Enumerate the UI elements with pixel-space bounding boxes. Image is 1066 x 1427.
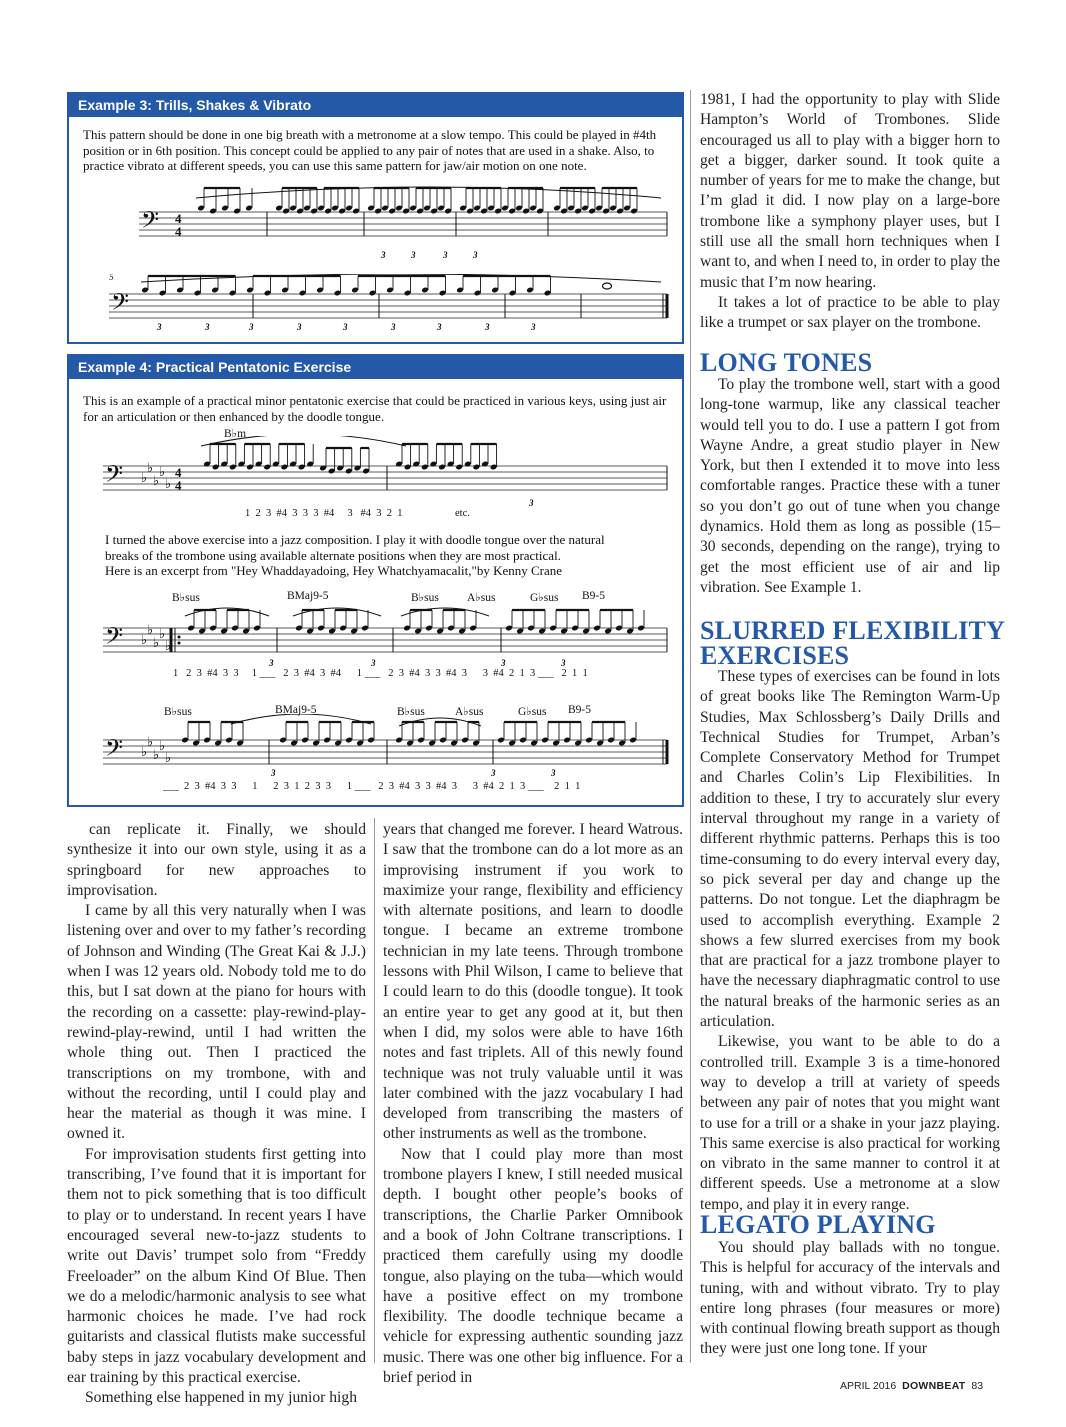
fingering-row-3: ___ 2 3 #4 3 3 1 2 3 1 2 3 3 1 ___ 2 3 #4 3 3 #4 3 3 #4 2 1 3 ___ 2 1 1 (163, 781, 581, 792)
fingering-row-2: 1 2 3 #4 3 3 1 ___ 2 3 #4 3 #4 1 ___ 2 3 #4 3 3 #4 3 3 #4 2 1 3 ___ 2 1 1 (173, 668, 588, 679)
chord-symbol: B♭sus (397, 706, 425, 718)
triplet-mark: 3 (381, 250, 386, 260)
long-tones-section (700, 375, 1000, 598)
flat-icon: ♭ (141, 471, 148, 486)
article-column-2 (383, 820, 683, 1388)
column-rule (690, 90, 691, 1363)
time-signature-top: 4 (175, 465, 182, 480)
flat-icon: ♭ (147, 735, 154, 750)
column-rule (374, 818, 375, 1363)
chord-symbol: A♭sus (455, 706, 484, 718)
triplet-mark: 3 (443, 250, 448, 260)
bass-clef-icon: 𝄢 (141, 206, 160, 239)
flat-icon: ♭ (153, 474, 160, 489)
flat-icon: ♭ (153, 748, 160, 763)
fingering-row-1: 1 2 3 #4 3 3 3 #4 3 #4 3 2 1 (245, 508, 403, 519)
chord-symbol: B9-5 (582, 590, 605, 602)
flat-icon: ♭ (147, 461, 154, 476)
triplet-mark: 3 (297, 322, 302, 332)
flat-icon: ♭ (165, 751, 172, 766)
triplet-mark: 3 (249, 322, 254, 332)
triplet-mark: 3 (371, 658, 376, 668)
triplet-mark: 3 (391, 322, 396, 332)
page-footer (840, 1380, 983, 1392)
triplet-mark: 3 (437, 322, 442, 332)
triplet-mark: 3 (491, 768, 496, 778)
triplet-mark: 3 (269, 658, 274, 668)
flat-icon: ♭ (165, 477, 172, 492)
chord-symbol: BMaj9-5 (287, 590, 329, 602)
example-3-description: This pattern should be done in one big breath with a metronome at a slow tempo. This could be played in #4th position or in 6th position. This concept could be applied to any pair of notes that are used in a shake. Also, to practice vibrato at different speeds, you can use this same pattern for jaw/air motion on one note. (83, 127, 657, 173)
repeat-dot (178, 642, 181, 645)
flat-icon: ♭ (141, 633, 148, 648)
article-column-3 (700, 90, 1000, 334)
chord-symbol: G♭sus (518, 706, 547, 718)
example-4-staff-2 (81, 602, 671, 668)
paragraph: 1981, I had the opportunity to play with Slide Hampton’s World of Trombones. Slide encouraged us all to play with a bigger horn to get a bigger, darker sound. It took quite a number of years for me to make the change, but I’m glad it did. I now play on a large-bore trombone like a symphony player uses, but I still use all the small horn techniques when I want to, and when I need to, in order to play the music that I’m now hearing. (700, 91, 1000, 291)
chord-symbol: B♭sus (411, 592, 439, 604)
time-signature-bottom: 4 (175, 224, 182, 239)
flat-icon: ♭ (141, 745, 148, 760)
triplet-mark: 3 (205, 322, 210, 332)
flat-icon: ♭ (159, 627, 166, 642)
flat-icon: ♭ (147, 623, 154, 638)
paragraph: I came by all this very naturally when I was listening over and over to my father’s recording of Johnson and Winding (The Great Kai & J.J.) when I was 12 years old. Nobody told me to do this, but I sat down at the piano for hours with the recording on a cassette: play-rewind-play-rewind-play-rewind, until I had written the whole thing out. Then I practiced the transcriptions on my trombone, with and without the recording, until I could play and hear the material as though it was mine. I owned it. (67, 902, 366, 1143)
example-4-text-3: Here is an excerpt from "Hey Whaddayadoing, Hey Whatchyamacalit,"by Kenny Crane (105, 563, 563, 578)
repeat-dot (178, 636, 181, 639)
section-heading-slurred-flexibility (700, 618, 1005, 668)
chord-symbol: B♭m (224, 428, 247, 440)
example-4-box (67, 354, 684, 807)
example-3-staff-1 (81, 180, 671, 260)
chord-symbol: B♭sus (172, 592, 200, 604)
triplet-mark: 3 (271, 768, 276, 778)
example-4-staff-1 (81, 436, 671, 506)
magazine-name: DOWNBEAT (902, 1380, 966, 1392)
chord-symbol: A♭sus (467, 592, 496, 604)
paragraph: can replicate it. Finally, we should synthesize it into our own style, using it as a springboard for new approaches to improvisation. (67, 821, 366, 899)
chord-symbol: BMaj9-5 (275, 704, 317, 716)
example-4-text-2: I turned the above exercise into a jazz composition. I play it with doodle tongue over the natural breaks of the trombone using available alternate positions when they are most practical. (105, 532, 605, 563)
example-3-title: Example 3: Trills, Shakes & Vibrato (69, 94, 682, 117)
flat-icon: ♭ (153, 636, 160, 651)
triplet-mark: 3 (485, 322, 490, 332)
example-4-description: This is an example of a practical minor pentatonic exercise that could be practiced in various keys, using just air for an articulation or then enhanced by the doodle tongue. (83, 393, 667, 424)
time-signature-top: 4 (175, 211, 182, 226)
triplet-mark: 3 (411, 250, 416, 260)
chord-symbol: G♭sus (530, 592, 559, 604)
chord-symbol: B♭sus (164, 706, 192, 718)
issue-date: APRIL 2016 (840, 1380, 897, 1392)
paragraph: Likewise, you want to be able to do a controlled trill. Example 3 is a time-honored way to develop a trill at variety of speeds between any pair of notes that you might want to use for a trill or a shake in your jazz playing. This same exercise is also practical for working on vibrato in the same manner to control it at different speeds. Use a metronome at a slow tempo, and play it in every range. (700, 1033, 1000, 1213)
bass-clef-icon: 𝄢 (111, 288, 130, 321)
example-4-title: Example 4: Practical Pentatonic Exercise (69, 356, 682, 379)
whole-note (603, 283, 612, 289)
triplet-mark: 3 (157, 322, 162, 332)
triplet-mark: 3 (343, 322, 348, 332)
triplet-mark: 3 (551, 768, 556, 778)
triplet-mark: 3 (561, 658, 566, 668)
paragraph: To play the trombone well, start with a good long-tone warmup, like any classical teacher would tell you to do. I use a pattern I got from Wayne Andre, a great studio player in New York, but then I extended it to move into less comfortable ranges. Practice these with a tuner so you don’t go out of tune when you change dynamics. Hold them as long as possible (15–30 seconds, depending on the range), trying to get the most efficient use of air and lip vibration. See Example 1. (700, 376, 1000, 596)
measure-number: 5 (109, 274, 114, 282)
time-signature-bottom: 4 (175, 478, 182, 493)
paragraph: Now that I could play more than most trombone players I knew, I still needed musical depth. I bought other people’s books of transcriptions, the Charlie Parker Omnibook and a book of John Coltrane transcriptions. I practiced them carefully using my doodle tongue, also playing on the tuba—which would have a positive effect on my trombone flexibility. The doodle technique became a vehicle for expressing authentic sounding jazz music. There was one other big influence. For a brief period in (383, 1145, 683, 1387)
legato-playing-section (700, 1238, 1000, 1360)
flat-icon: ♭ (159, 465, 166, 480)
article-column-1 (67, 820, 366, 1409)
paragraph: It takes a lot of practice to be able to play like a trumpet or sax player on the trombone. (700, 293, 1000, 332)
paragraph: These types of exercises can be found in lots of great books like The Remington Warm-Up Studies, Max Schlossberg’s Daily Drills and Technical Studies for Trumpet, Arban’s Complete Conservatory Method for Trumpet and Charles Colin’s Lip Flexibilities. In addition to these, I try to accurately slur every interval throughout my range in a variety of different rhythmic patterns. Perhaps this is too time-consuming to do every interval every day, so pick several per day and change up the patterns. Do not tongue. Let the diaphragm be used to accomplish everything. Example 2 shows a few slurred exercises from my book that are practical for a jazz trombone player to have the necessary diaphragmatic control to use the natural breaks of the harmonic series as an articulation. (700, 668, 1000, 1031)
bass-clef-icon: 𝄢 (105, 460, 124, 493)
flat-icon: ♭ (159, 739, 166, 754)
bass-clef-icon: 𝄢 (105, 622, 124, 655)
etc-label: etc. (455, 508, 470, 519)
section-heading-long-tones: LONG TONES (700, 348, 873, 377)
chord-symbol: B9-5 (568, 704, 591, 716)
triplet-mark: 3 (531, 322, 536, 332)
paragraph: For improvisation students first getting into transcribing, I’ve found that it is important for them not to pick something that is too difficult to play or to understand. In recent years I have encouraged several new-to-jazz students to write out Davis’ trumpet solo from “Freddy Freeloader” on the album Kind Of Blue. Then we do a melodic/harmonic analysis to see what harmonic choices he made. I’ve had rock guitarists and classical flutists make successful baby steps in jazz vocabulary development and ear training by this practical exercise. (67, 1145, 366, 1387)
paragraph: You should play ballads with no tongue. This is helpful for accuracy of the intervals and tuning, with and without vibrato. Try to play entire long phrases (four measures or more) with continual flowing breath support as though they were just one long tone. If your (700, 1239, 1000, 1358)
triplet-mark: 3 (501, 658, 506, 668)
slurred-flexibility-section (700, 667, 1000, 1215)
example-3-staff-2 (81, 274, 671, 334)
flat-icon: ♭ (165, 639, 172, 654)
example-3-box (67, 92, 684, 344)
paragraph: years that changed me forever. I heard Watrous. I saw that the trombone can do a lot more as an improvising instrument if you work to maximize your range, flexibility and efficiency with alternate positions, and learn to doodle tongue. I became an extreme trombone technician in my late teens. Through trombone lessons with Phil Wilson, I came to believe that I could learn to do this (doodle tongue). It took an entire year to get any good at it, but then when I did, my solos were able to have 16th notes and fast triplets. All of this newly found technique was not truly valuable until it was later combined with the jazz vocabulary I had developed from transcribing the masters of other instruments as well as the trombone. (383, 821, 683, 1143)
heading-line: SLURRED FLEXIBILITY (700, 616, 1006, 645)
triplet-mark: 3 (473, 250, 478, 260)
section-heading-legato-playing: LEGATO PLAYING (700, 1210, 936, 1239)
paragraph: Something else happened in my junior high (85, 1389, 357, 1407)
triplet-mark: 3 (529, 498, 534, 506)
page-number: 83 (971, 1380, 984, 1392)
bass-clef-icon: 𝄢 (105, 734, 124, 767)
example-4-staff-3 (81, 714, 671, 780)
heading-line: EXERCISES (700, 641, 850, 670)
